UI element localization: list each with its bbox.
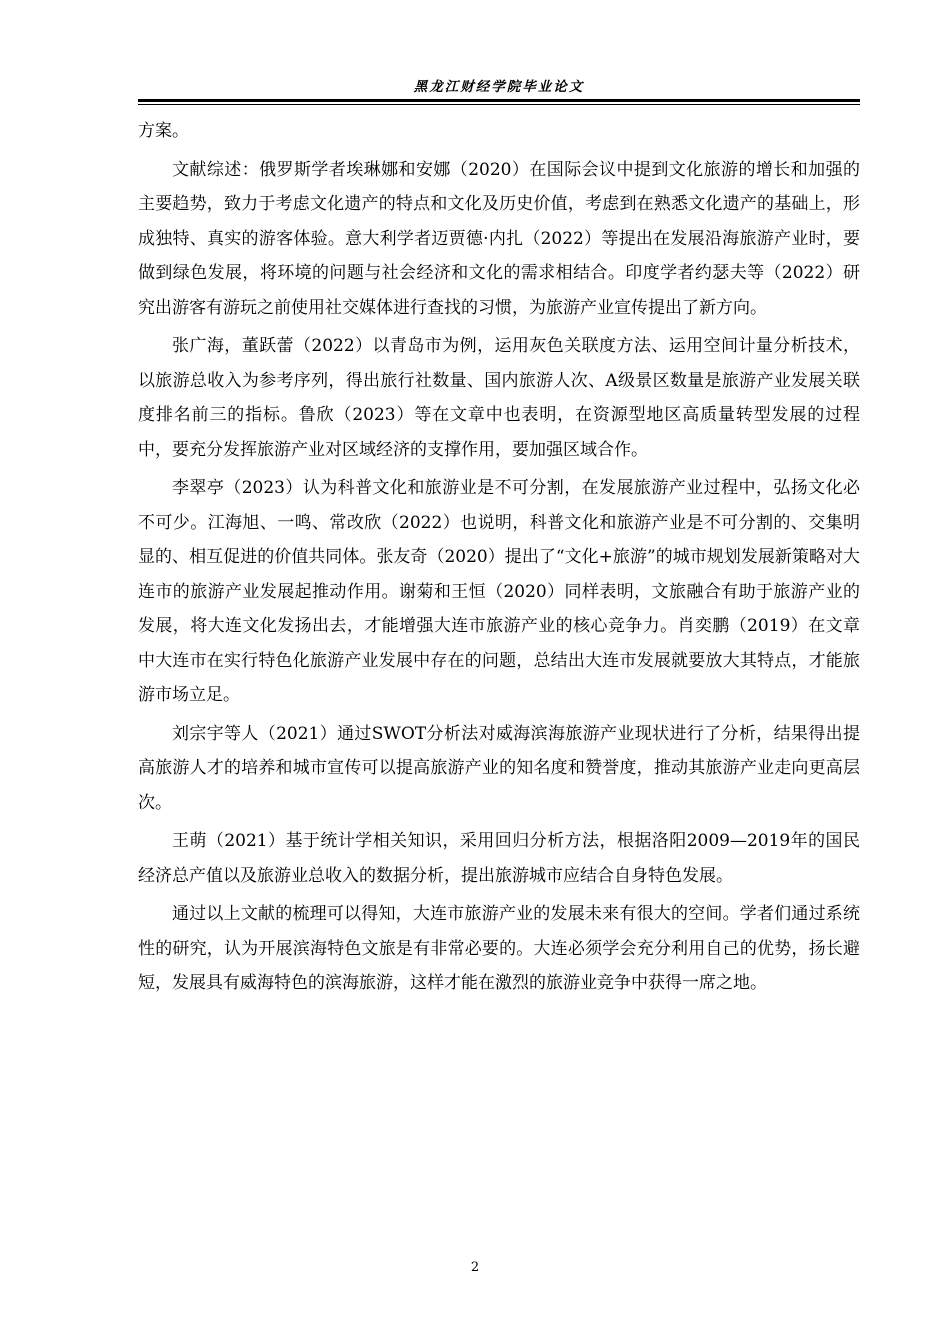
header-rule-thin (138, 104, 860, 105)
paragraph-literature-review: 文献综述：俄罗斯学者埃琳娜和安娜（2020）在国际会议中提到文化旅游的增长和加强的主要趋势，致力于考虑文化遗产的特点和文化及历史价值，考虑到在熟悉文化遗产的基础上，形成独特、真实的游客体验。意大利学者迈贾德·内扎（2022）等提出在发展沿海旅游产业时，要做到绿色发展，将环境的问题与社会经济和文化的需求相结合。印度学者约瑟夫等（2022）研究出游客有游玩之前使用社交媒体进行查找的习惯，为旅游产业宣传提出了新方向。 (138, 159, 860, 318)
header-title: 黑龙江财经学院毕业论文 (413, 79, 585, 95)
header-rule-thick (138, 99, 860, 102)
paragraph-zhang-guanghai: 张广海，董跃蕾（2022）以青岛市为例，运用灰色关联度方法、运用空间计量分析技术，以旅游总收入为参考序列，得出旅行社数量、国内旅游人次、A级景区数量是旅游产业发展关联度排名前三的指标。鲁欣（2023）等在文章中也表明，在资源型地区高质量转型发展的过程中，要充分发挥旅游产业对区域经济的支撑作用，要加强区域合作。 (138, 336, 860, 460)
paragraph-wang-meng: 王萌（2021）基于统计学相关知识，采用回归分析方法，根据洛阳2009—2019年的国民经济总产值以及旅游业总收入的数据分析，提出旅游城市应结合自身特色发展。 (138, 831, 860, 886)
body-text (138, 114, 860, 1005)
page-number: 2 (470, 1260, 480, 1275)
paragraph-liu-zongyu: 刘宗宇等人（2021）通过SWOT分析法对威海滨海旅游产业现状进行了分析，结果得出提高旅游人才的培养和城市宣传可以提高旅游产业的知名度和赞誉度，推动其旅游产业走向更高层次。 (138, 723, 860, 813)
paragraph-li-cuiting: 李翠亭（2023）认为科普文化和旅游业是不可分割，在发展旅游产业过程中，弘扬文化必不可少。江海旭、一鸣、常改欣（2022）也说明，科普文化和旅游产业是不可分割的、交集明显的、相互促进的价值共同体。张友奇（2020）提出了“文化+旅游”的城市规划发展新策略对大连市的旅游产业发展起推动作用。谢菊和王恒（2020）同样表明，文旅融合有助于旅游产业的发展，将大连文化发扬出去，才能增强大连市旅游产业的核心竞争力。肖奕鹏（2019）在文章中大连市在实行特色化旅游产业发展中存在的问题，总结出大连市发展就要放大其特点，才能旅游市场立足。 (138, 478, 860, 705)
page-header (138, 76, 860, 106)
paragraph-continuation: 方案。 (138, 121, 189, 141)
paragraph-summary: 通过以上文献的梳理可以得知，大连市旅游产业的发展未来有很大的空间。学者们通过系统性的研究，认为开展滨海特色文旅是有非常必要的。大连必须学会充分利用自己的优势，扬长避短，发展具有威海特色的滨海旅游，这样才能在激烈的旅游业竞争中获得一席之地。 (138, 904, 860, 993)
